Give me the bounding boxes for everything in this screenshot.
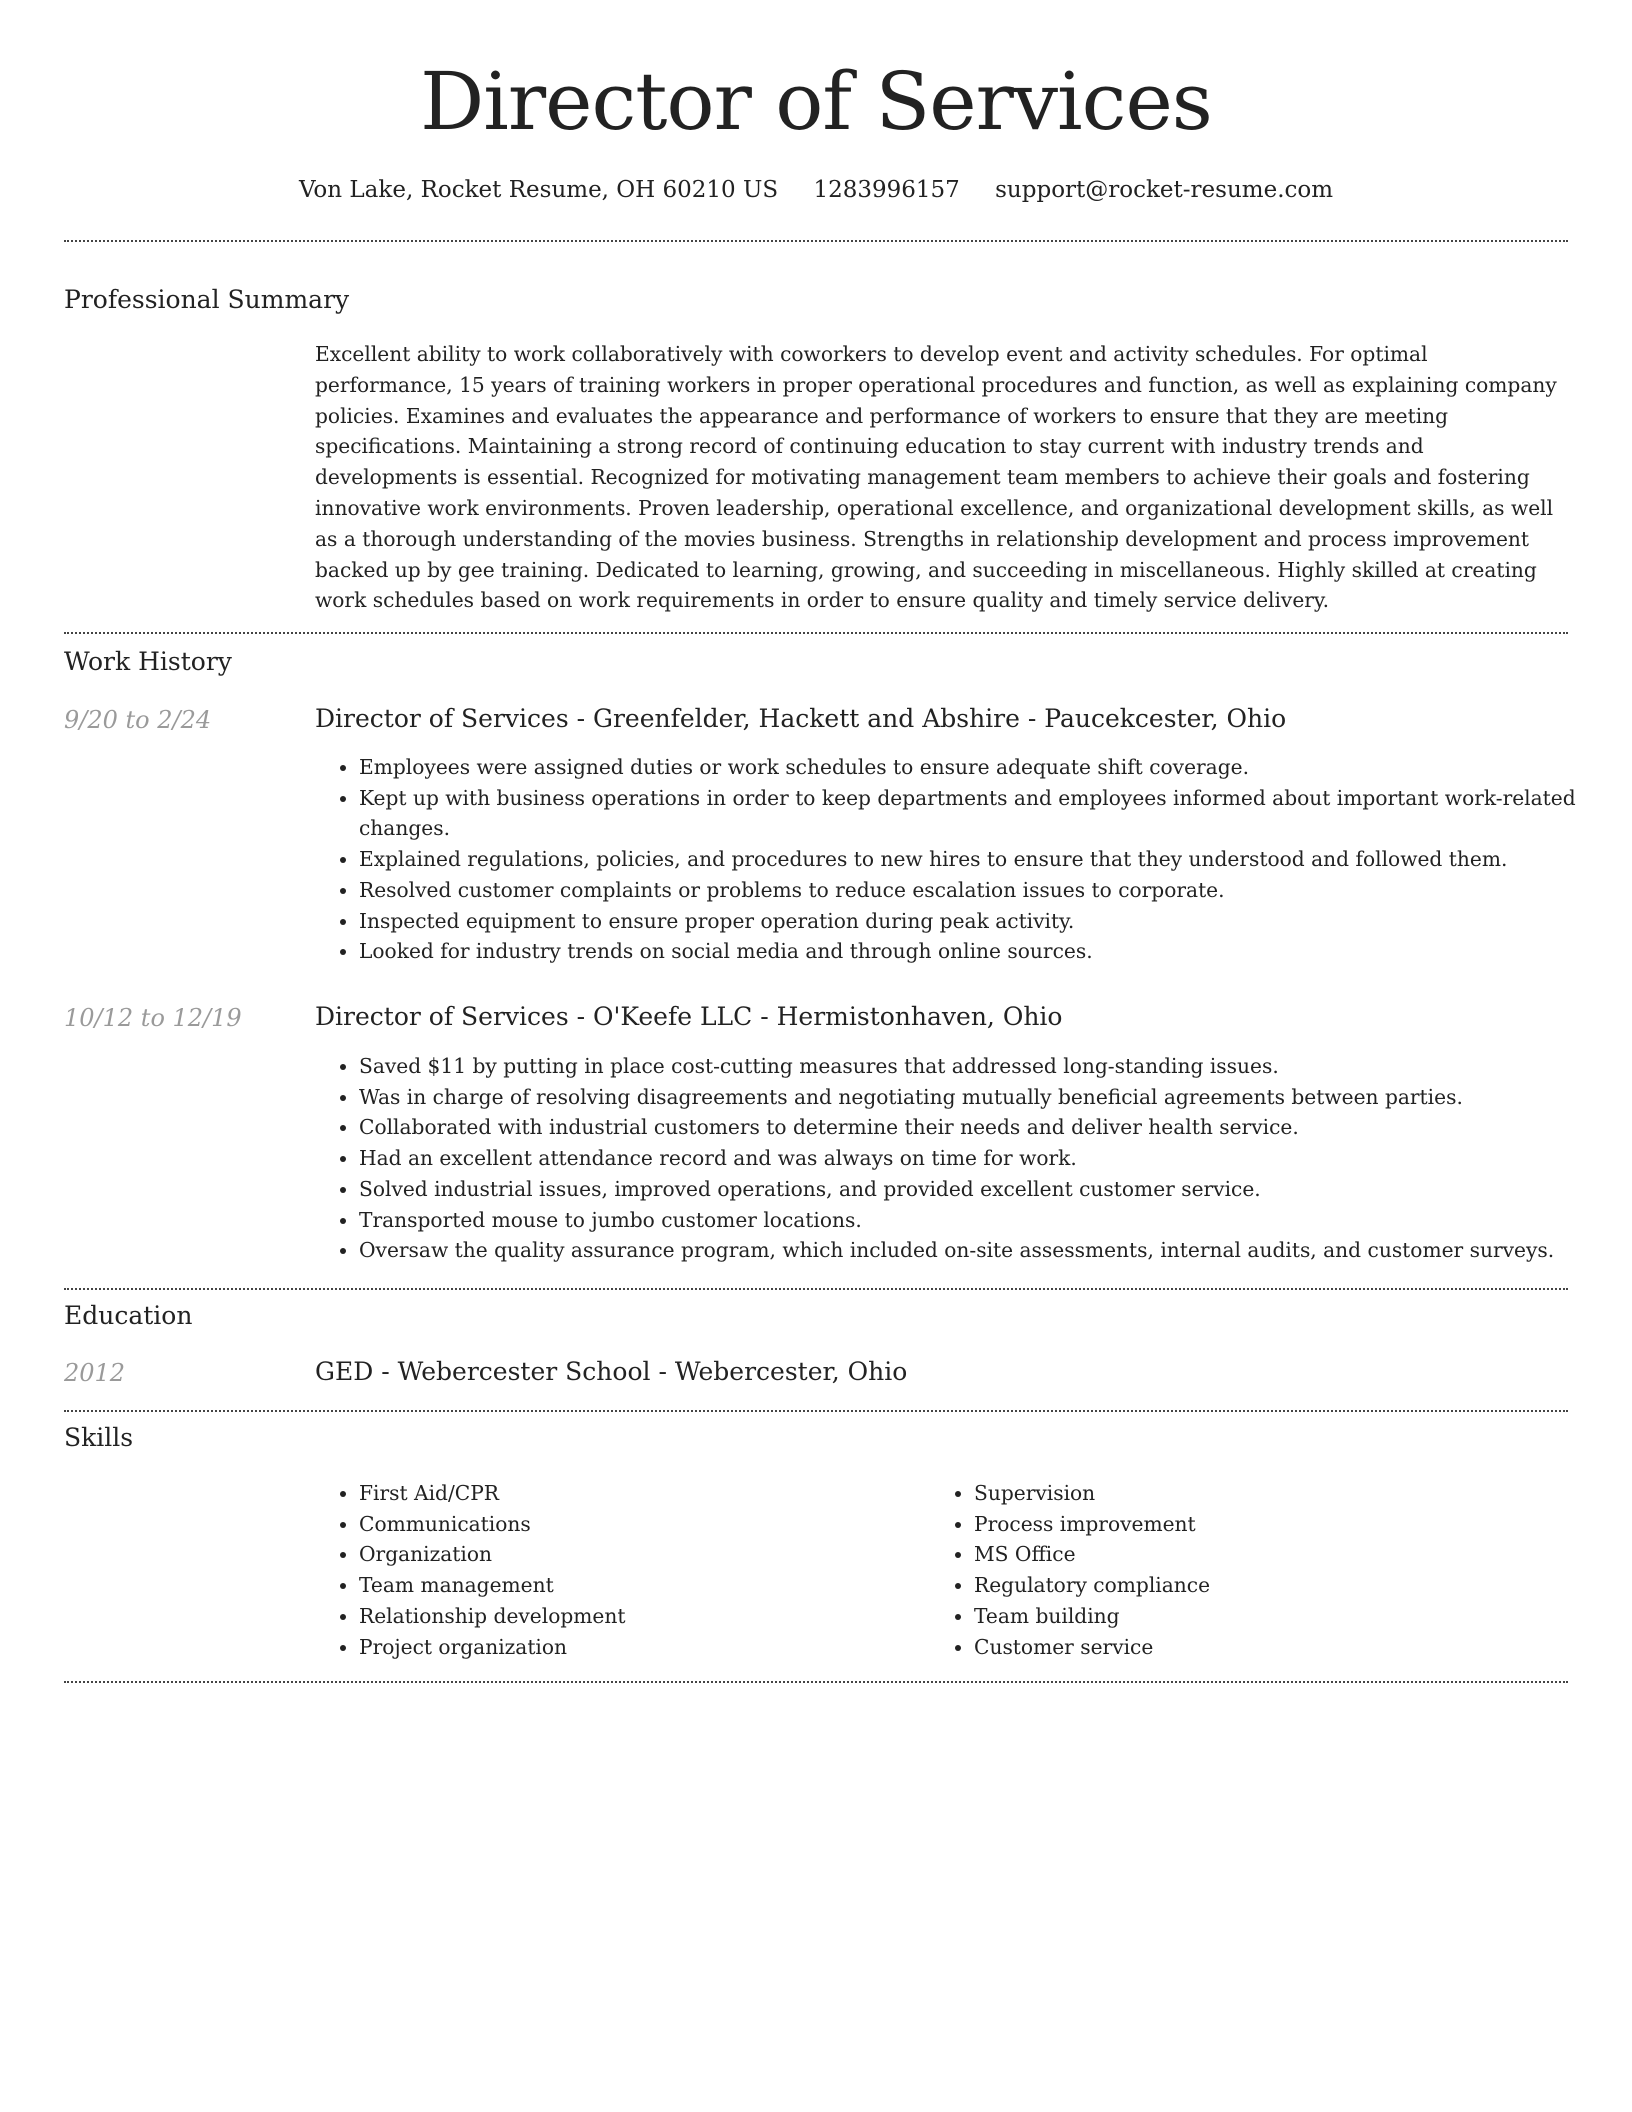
resume-name: Director of Services — [420, 55, 1212, 148]
education-entry: GED - Webercester School - Webercester, Ohio — [315, 1357, 908, 1386]
job-title: Director of Services - O'Keefe LLC - Hermistonhaven, Ohio — [315, 1002, 1063, 1031]
list-item: • Relationship development — [359, 1601, 919, 1632]
list-item: • Oversaw the quality assurance program, which included on-site assessments, internal audits, and customer surveys. — [359, 1235, 1579, 1266]
list-item: • Supervision — [974, 1478, 1534, 1509]
list-item: • Kept up with business operations in order to keep departments and employees informed about important work-related changes. — [359, 783, 1579, 844]
divider-skills — [64, 1681, 1568, 1683]
list-item: • Regulatory compliance — [974, 1570, 1534, 1601]
list-item: • MS Office — [974, 1539, 1534, 1570]
divider-summary — [64, 632, 1568, 634]
list-item: • First Aid/CPR — [359, 1478, 919, 1509]
skills-list-right — [930, 1478, 1534, 1662]
list-item: • Employees were assigned duties or work schedules to ensure adequate shift coverage. — [359, 752, 1579, 783]
education-heading: Education — [64, 1301, 193, 1330]
list-item: • Saved $11 by putting in place cost-cutting measures that addressed long-standing issues. — [359, 1051, 1579, 1082]
list-item: • Collaborated with industrial customers to determine their needs and deliver health service. — [359, 1112, 1579, 1143]
divider-work — [64, 1288, 1568, 1290]
education-year: 2012 — [64, 1359, 126, 1387]
divider-header — [64, 240, 1568, 242]
list-item: • Team management — [359, 1570, 919, 1601]
skills-heading: Skills — [64, 1423, 134, 1452]
contact-address: Von Lake, Rocket Resume, OH 60210 US — [298, 177, 779, 203]
list-item: • Was in charge of resolving disagreements and negotiating mutually beneficial agreements between parties. — [359, 1082, 1579, 1113]
list-item: • Organization — [359, 1539, 919, 1570]
summary-heading: Professional Summary — [64, 285, 350, 314]
list-item: • Process improvement — [974, 1509, 1534, 1540]
divider-education — [64, 1410, 1568, 1412]
list-item: • Communications — [359, 1509, 919, 1540]
list-item: • Solved industrial issues, improved operations, and provided excellent customer service. — [359, 1174, 1579, 1205]
job-dates: 9/20 to 2/24 — [64, 706, 212, 734]
list-item: • Transported mouse to jumbo customer locations. — [359, 1205, 1579, 1236]
job-bullets — [315, 752, 1579, 967]
list-item: • Resolved customer complaints or problems to reduce escalation issues to corporate. — [359, 875, 1579, 906]
list-item: • Project organization — [359, 1632, 919, 1663]
work-history-heading: Work History — [64, 647, 232, 676]
job-bullets — [315, 1051, 1579, 1266]
contact-line — [64, 170, 1568, 210]
list-item: • Team building — [974, 1601, 1534, 1632]
contact-email: support@rocket-resume.com — [995, 177, 1334, 203]
list-item: • Inspected equipment to ensure proper operation during peak activity. — [359, 906, 1579, 937]
list-item: • Looked for industry trends on social media and through online sources. — [359, 936, 1579, 967]
list-item: • Explained regulations, policies, and procedures to new hires to ensure that they understood and followed them. — [359, 844, 1579, 875]
list-item: • Had an excellent attendance record and was always on time for work. — [359, 1143, 1579, 1174]
contact-phone: 1283996157 — [813, 177, 960, 203]
skills-list-left — [315, 1478, 919, 1662]
summary-text: Excellent ability to work collaboratively with coworkers to develop event and activity schedules. For optimal performance, 15 years of training workers in proper operational procedures and function, as well as explaining company policies. Examines and evaluates the appearance and performance of workers to ensure that they are meeting specifications. Maintaining a strong record of continuing education to stay current with industry trends and developments is essential. Recognized for motivating management team members to achieve their goals and fostering innovative work environments. Proven leadership, operational excellence, and organizational development skills, as well as a thorough understanding of the movies business. Strengths in relationship development and process improvement backed up by gee training. Dedicated to learning, growing, and succeeding in miscellaneous. Highly skilled at creating work schedules based on work requirements in order to ensure quality and timely service delivery. — [315, 342, 1557, 613]
job-title: Director of Services - Greenfelder, Hackett and Abshire - Paucekcester, Ohio — [315, 704, 1287, 733]
list-item: • Customer service — [974, 1632, 1534, 1663]
job-dates: 10/12 to 12/19 — [64, 1004, 242, 1032]
